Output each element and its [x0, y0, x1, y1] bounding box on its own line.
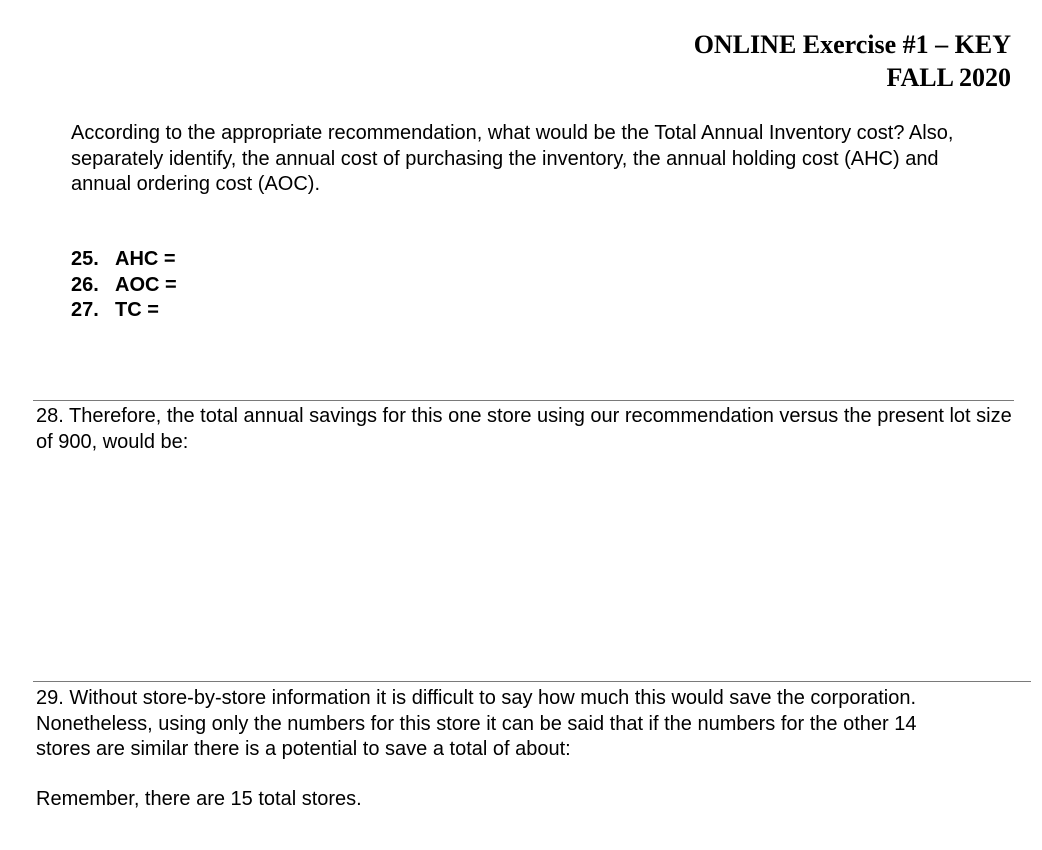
- answer-row-tc: [71, 298, 177, 324]
- answer-row-aoc: [71, 273, 177, 299]
- section-divider: [33, 681, 1031, 682]
- document-title: ONLINE Exercise #1 – KEY: [693, 30, 1011, 59]
- reminder-note: Remember, there are 15 total stores.: [36, 788, 362, 810]
- intro-question: According to the appropriate recommendation, what would be the Total Annual Inventory cost? Also, separately identify, the annual cost of purchasing the inventory, the annual holding cost (AHC) and annual ordering cost (AOC).: [71, 122, 954, 195]
- question-28: 28. Therefore, the total annual savings for this one store using our recommendation versus the present lot size of 900, would be:: [36, 405, 1012, 453]
- document-header: [694, 28, 1011, 94]
- answer-number: 27.: [71, 299, 99, 321]
- question-29-line: 29. Without store-by-store information it is difficult to say how much this would save the corporation.: [36, 687, 917, 709]
- answer-number: 26.: [71, 273, 99, 296]
- question-29: [36, 686, 1036, 763]
- answer-label: AOC =: [115, 273, 177, 296]
- answer-row-ahc: [71, 247, 177, 273]
- section-divider: [33, 400, 1014, 401]
- answer-number: 25.: [71, 248, 99, 270]
- question-29-line: stores are similar there is a potential to save a total of about:: [36, 738, 571, 760]
- answer-list: [71, 247, 177, 324]
- answer-label: AHC =: [115, 248, 176, 270]
- answer-label: TC =: [115, 299, 159, 321]
- document-term: FALL 2020: [886, 63, 1011, 92]
- question-29-line: Nonetheless, using only the numbers for this store it can be said that if the numbers for the other 14: [36, 712, 917, 735]
